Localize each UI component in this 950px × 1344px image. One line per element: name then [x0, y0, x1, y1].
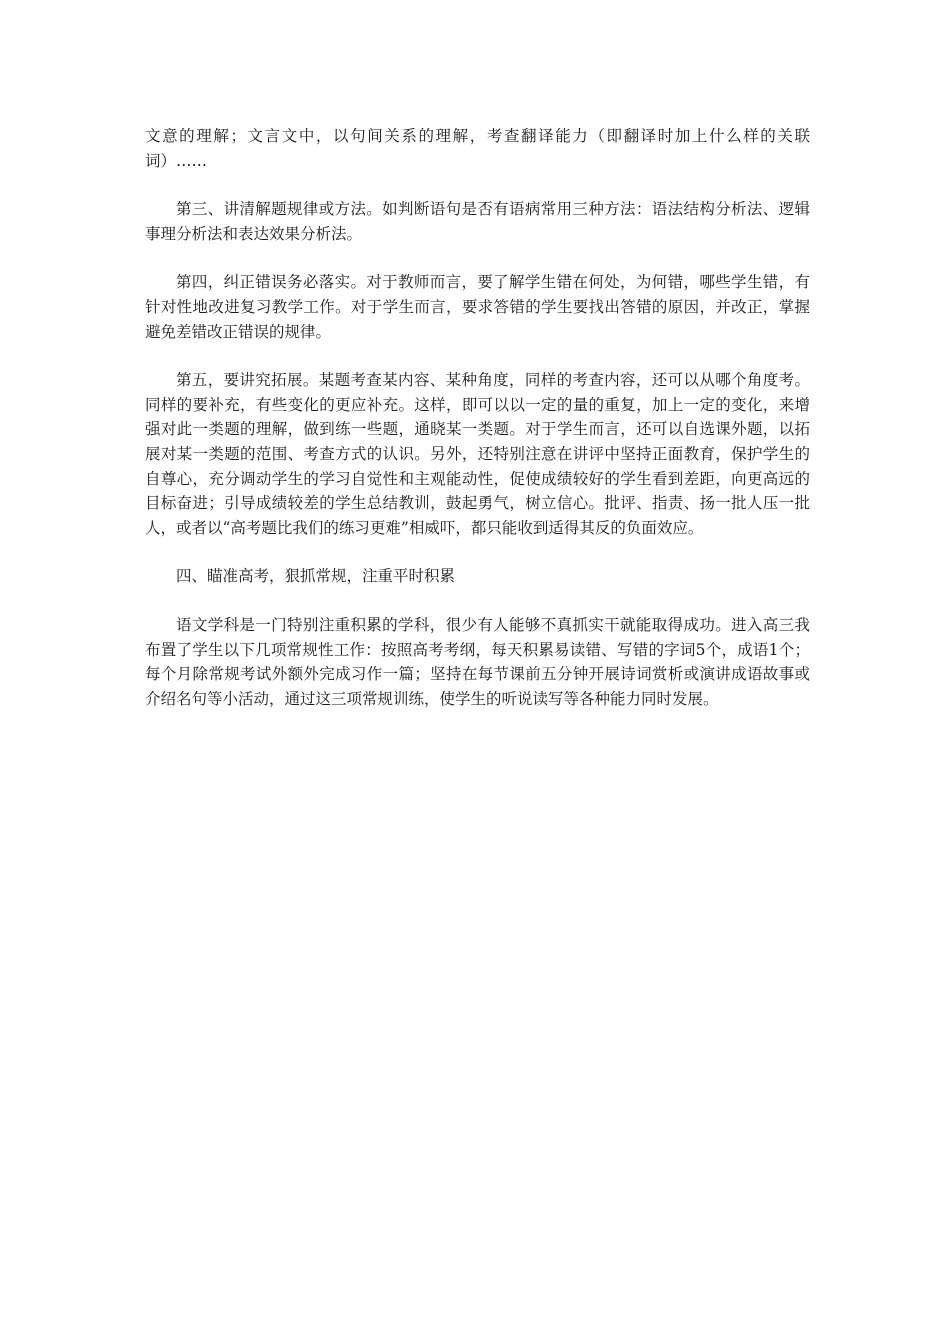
paragraph-point-three: 第三、讲清解题规律或方法。如判断语句是否有语病常用三种方法：语法结构分析法、逻辑事理分析法和表达效果分析法。	[145, 200, 810, 243]
section-heading: 四、瞄准高考，狠抓常规，注重平时积累	[176, 567, 456, 586]
paragraph-point-four: 第四，纠正错误务必落实。对于教师而言，要了解学生错在何处，为何错，哪些学生错，有针对性地改进复习教学工作。对于学生而言，要求答错的学生要找出答错的原因，并改正，掌握避免差错改正错误的规律。	[145, 273, 810, 341]
paragraph-accumulation: 语文学科是一门特别注重积累的学科，很少有人能够不真抓实干就能取得成功。进入高三我布置了学生以下几项常规性工作：按照高考考纲，每天积累易读错、写错的字词5个，成语1个；每个月除常规考试外额外完成习作一篇；坚持在每节课前五分钟开展诗词赏析或演讲成语故事或介绍名句等小活动，通过这三项常规训练，使学生的听说读写等各种能力同时发展。	[145, 615, 810, 708]
document-body	[145, 124, 810, 735]
paragraph-point-five: 第五，要讲究拓展。某题考查某内容、某种角度，同样的考查内容，还可以从哪个角度考。同样的要补充，有些变化的更应补充。这样，即可以以一定的量的重复，加上一定的变化，来增强对此一类题的理解，做到练一些题，通晓某一类题。对于学生而言，还可以自选课外题，以拓展对某一类题的范围、考查方式的认识。另外，还特别注意在讲评中坚持正面教育，保护学生的自尊心，充分调动学生的学习自觉性和主观能动性，促使成绩较好的学生看到差距，向更高远的目标奋进；引导成绩较差的学生总结教训，鼓起勇气，树立信心。批评、指责、扬一批人压一批人，或者以“高考题比我们的练习更难”相威吓，都只能收到适得其反的负面效应。	[145, 371, 810, 537]
paragraph-continuation: 文意的理解；文言文中，以句间关系的理解，考查翻译能力（即翻译时加上什么样的关联词）……	[145, 127, 810, 170]
